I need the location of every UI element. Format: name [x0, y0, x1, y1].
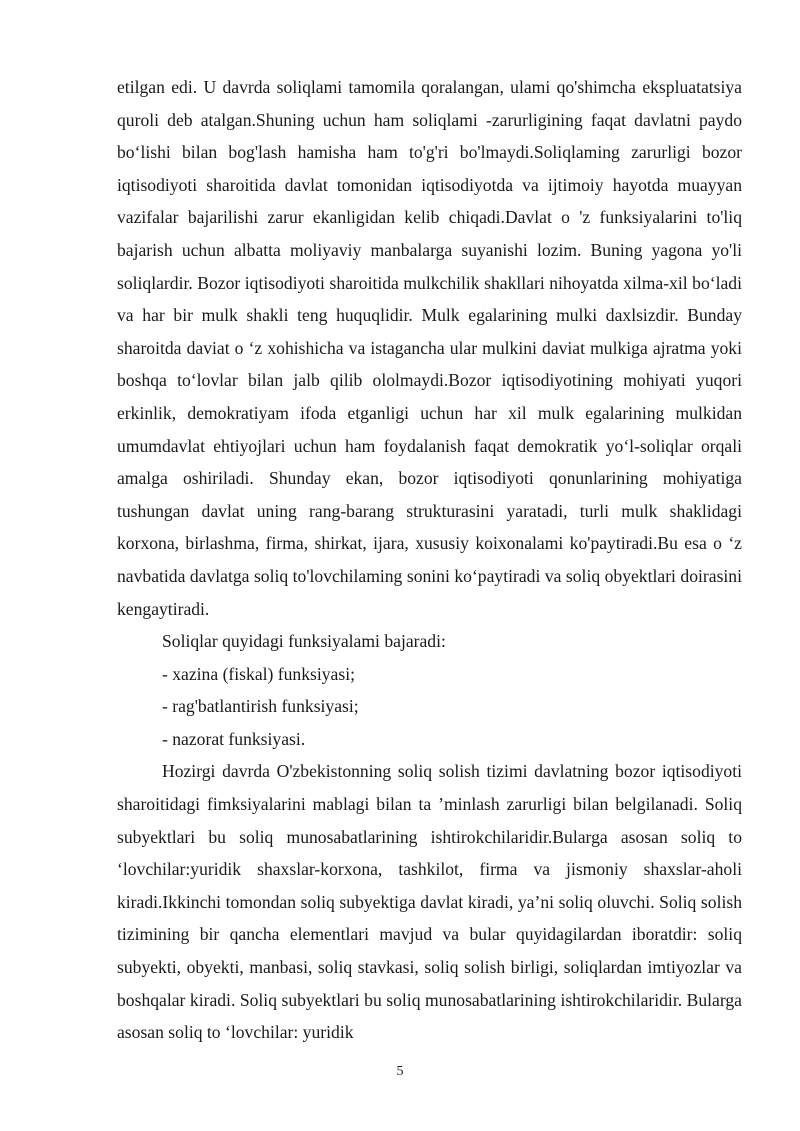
list-item-incentive: - rag'batlantirish funksiyasi;: [162, 696, 359, 717]
document-body: [117, 71, 742, 1049]
list-item-control: - nazorat funksiyasi.: [162, 728, 306, 749]
paragraph-tax-system: Hozirgi davrda O'zbekistonning soliq solish tizimi davlatning bozor iqtisodiyoti sharoitidagi fimksiyalarini mablagi bilan ta ’minlash zarurligi bilan belgilanadi. Soliq subyektlari bu soliq munosabatlarining ishtirokchilaridir.Bularga asosan soliq to ‘lovchilar:yuridik shaxslar-korxona, tashkilot, firma va jismoniy shaxslar-aholi kiradi.Ikkinchi tomondan soliq subyektiga davlat kiradi, ya’ni soliq oluvchi. Soliq solish tizimining bir qancha elementlari mavjud va bular quyidagilardan iboratdir: soliq subyekti, obyekti, manbasi, soliq stavkasi, soliq solish birligi, soliqlardan imtiyozlar va boshqalar kiradi. Soliq subyektlari bu soliq munosabatlarining ishtirokchilaridir. Bularga asosan soliq to ‘lovchilar: yuridik: [117, 761, 742, 1043]
paragraph-functions-intro: Soliqlar quyidagi funksiyalami bajaradi:: [162, 631, 446, 652]
page-number: 5: [396, 1064, 404, 1079]
paragraph-continuation: etilgan edi. U davrda soliqlami tamomila qoralangan, ulami qo'shimcha ekspluatatsiya quroli deb atalgan.Shuning uchun ham soliqlami -zarurligining faqat davlatni paydo bo‘lishi bilan bog'lash hamisha ham to'g'ri bo'lmaydi.Soliqlaming zarurligi bozor iqtisodiyoti sharoitida davlat tomonidan iqtisodiyotda va ijtimoiy hayotda muayyan vazifalar bajarilishi zarur ekanligidan kelib chiqadi.Davlat o 'z funksiyalarini to'liq bajarish uchun albatta moliyaviy manbalarga suyanishi lozim. Buning yagona yo'li soliqlardir. Bozor iqtisodiyoti sharoitida mulkchilik shakllari nihoyatda xilma-xil bo‘ladi va har bir mulk shakli teng huquqlidir. Mulk egalarining mulki daxlsizdir. Bunday sharoitda daviat o ‘z xohishicha va istagancha ular mulkini daviat mulkiga ajratma yoki boshqa to‘lovlar bilan jalb qilib ololmaydi.Bozor iqtisodiyotining mohiyati yuqori erkinlik, demokratiyam ifoda etganligi uchun har xil mulk egalarining mulkidan umumdavlat ehtiyojlari uchun ham foydalanish faqat demokratik yo‘l-soliqlar orqali amalga oshiriladi. Shunday ekan, bozor iqtisodiyoti qonunlarining mohiyatiga tushungan davlat uning rang-barang strukturasini yaratadi, turli mulk shaklidagi korxona, birlashma, firma, shirkat, ijara, xususiy koixonalami ko'paytiradi.Bu esa o ‘z navbatida davlatga soliq to'lovchilaming sonini ko‘paytiradi va soliq obyektlari doirasini kengaytiradi.: [117, 77, 742, 619]
list-item-fiscal: - xazina (fiskal) funksiyasi;: [162, 663, 355, 684]
